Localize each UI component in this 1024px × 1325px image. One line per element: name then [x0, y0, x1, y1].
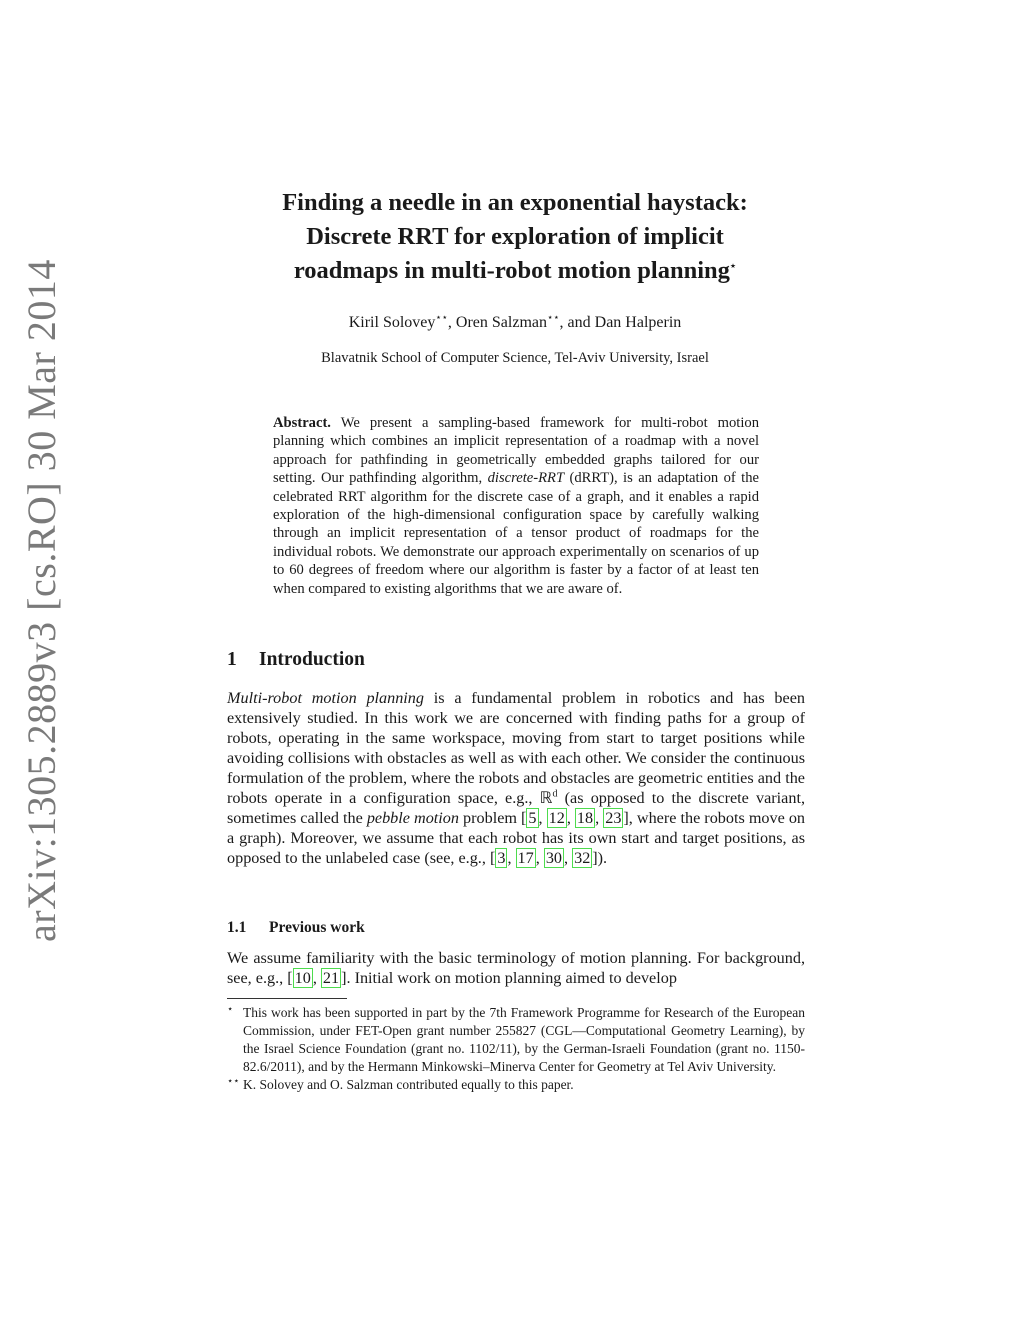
authors: Kiril Solovey⋆⋆, Oren Salzman⋆⋆, and Dan Halperin	[348, 312, 682, 331]
citation-link[interactable]: 21	[322, 969, 340, 987]
arxiv-stamp: arXiv:1305.2889v3 [cs.RO] 30 Mar 2014	[19, 259, 64, 942]
title-line-3: roadmaps in multi-robot motion planning⋆	[293, 257, 737, 284]
abstract: Abstract. We present a sampling-based framework for multi-robot motion planning which combines an implicit representation of a roadmap with a novel approach for pathfinding in geometrically embedded graphs tailored for our setting. Our pathfinding algorithm, discrete-RRT (dRRT), is an adaptation of the celebrated RRT algorithm for the discrete case of a graph, and it enables a rapid exploration of the high-dimensional configuration space by carefully walking through an implicit representation of a tensor product of roadmaps for the individual robots. We demonstrate our approach experimentally on scenarios of up to 60 degrees of freedom where our algorithm is faster by a factor of at least ten when compared to existing algorithms that we are aware of.	[273, 415, 760, 597]
previous-work-paragraph: We assume familiarity with the basic terminology of motion planning. For background, see, e.g., [ 10 , 21 ]. Initial work on motion planning aimed to develop	[227, 949, 805, 987]
author-mark: ⋆⋆	[547, 312, 560, 324]
abstract-label: Abstract.	[273, 415, 331, 431]
intro-paragraph: Multi-robot motion planning is a fundamental problem in robotics and has been extensively studied. In this work we are concerned with finding paths for a group of robots, operating in the same workspace, moving from start to target positions while avoiding collisions with obstacles as well as with each other. We consider the continuous formulation of the problem, where the robots and obstacles are geometric entities and the robots operate in a configuration space, e.g., ℝ$^d$ (as opposed to the discrete variant, sometimes called the pebble motion problem [ 5 , 12 , 18 , 23 ], where the robots move on a graph). Moreover, we assume that each robot has its own start and target positions, as opposed to the unlabeled case (see, e.g., [ 3 , 17 , 30 , 32 ]).	[227, 689, 806, 867]
citation-link[interactable]: 30	[545, 849, 562, 867]
section-heading-introduction: 1 Introduction	[227, 649, 365, 670]
citation-link[interactable]: 5	[528, 809, 537, 827]
citation-link[interactable]: 12	[548, 809, 565, 827]
title-footnote-mark: ⋆	[729, 260, 737, 272]
citation-link[interactable]: 17	[517, 849, 534, 867]
citation-link[interactable]: 23	[605, 809, 622, 827]
subsection-heading-previous-work: 1.1 Previous work	[227, 919, 365, 936]
citation-link[interactable]: 10	[294, 969, 311, 987]
footnotes	[227, 1004, 805, 1094]
title-line-1: Finding a needle in an exponential haystack:	[282, 189, 748, 216]
citation-link[interactable]: 32	[574, 849, 591, 867]
paper-title	[200, 186, 830, 288]
affiliation: Blavatnik School of Computer Science, Tel-Aviv University, Israel	[321, 350, 709, 366]
footnote-equal-contribution: ⋆⋆ K. Solovey and O. Salzman contributed equally to this paper.	[227, 1076, 574, 1092]
footnote-rule	[227, 998, 347, 999]
citation-link[interactable]: 18	[576, 809, 594, 827]
citation-link[interactable]: 3	[497, 849, 506, 867]
title-line-2: Discrete RRT for exploration of implicit	[306, 223, 724, 250]
author-mark: ⋆⋆	[435, 312, 448, 324]
footnote-funding: ⋆ This work has been supported in part by the 7th Framework Programme for Research of the European Commission, under FET-Open grant number 255827 (CGL—Computational Geometry Learning), by the Israel Science Foundation (grant no. 1102/11), by the German-Israeli Foundation (grant no. 1150-82.6/2011), and by the Hermann Minkowski–Minerva Center for Geometry at Tel Aviv University.	[227, 1004, 805, 1074]
